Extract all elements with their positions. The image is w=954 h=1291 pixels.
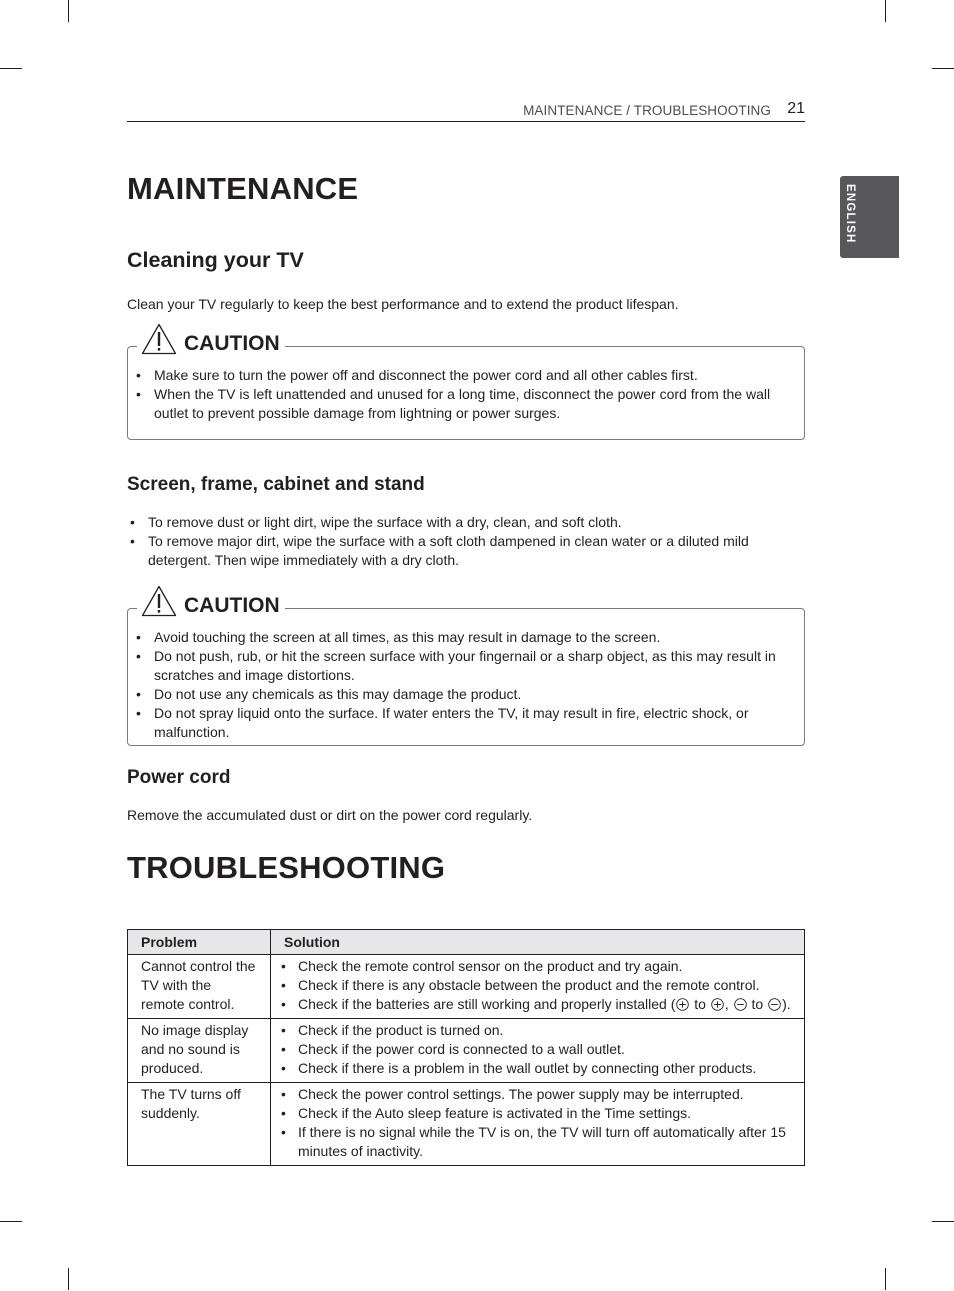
warning-icon xyxy=(141,585,177,617)
crop-mark xyxy=(932,68,954,69)
header-section-title: MAINTENANCE / TROUBLESHOOTING xyxy=(523,103,771,118)
list-item: • When the TV is left unattended and unused for a long time, disconnect the power cord from the wall outlet to prevent possible damage from lightning or power surges. xyxy=(128,385,788,423)
battery-note-to: to xyxy=(694,996,706,1012)
list-item: • Make sure to turn the power off and disconnect the power cord and all other cables first. xyxy=(128,366,788,385)
problem-cell: No image display and no sound is produced. xyxy=(128,1019,271,1083)
battery-note-end: ). xyxy=(782,996,791,1012)
solution-list xyxy=(275,1085,796,1161)
list-item: • Check if the product is turned on. xyxy=(275,1021,796,1040)
caution-header xyxy=(137,323,285,355)
minus-circle-icon xyxy=(734,998,747,1011)
solution-cell xyxy=(271,1083,805,1166)
language-tab-label: ENGLISH xyxy=(844,184,856,244)
list-item: • To remove dust or light dirt, wipe the surface with a dry, clean, and soft cloth. xyxy=(122,513,792,532)
minus-circle-icon xyxy=(768,998,781,1011)
list-item: • To remove major dirt, wipe the surface with a soft cloth dampened in clean water or a diluted mild detergent. Then wipe immediately with a dry cloth. xyxy=(122,532,792,570)
crop-mark xyxy=(885,1268,886,1290)
cleaning-heading: Cleaning your TV xyxy=(127,248,304,272)
list-item: • Check if there is a problem in the wall outlet by connecting other products. xyxy=(275,1059,796,1078)
power-cord-text: Remove the accumulated dust or dirt on the power cord regularly. xyxy=(127,807,533,823)
crop-mark xyxy=(68,0,69,22)
caution-list xyxy=(128,366,788,423)
list-item: • Do not push, rub, or hit the screen surface with your fingernail or a sharp object, as this may result in scratches and image distortions. xyxy=(128,647,793,685)
caution-header xyxy=(137,585,285,617)
caution-box-cleaning xyxy=(127,332,805,440)
list-item: • Check the power control settings. The power supply may be interrupted. xyxy=(275,1085,796,1104)
power-cord-heading: Power cord xyxy=(127,767,231,788)
crop-mark xyxy=(885,0,886,22)
list-item: • Check the remote control sensor on the product and try again. xyxy=(275,957,796,976)
screen-heading: Screen, frame, cabinet and stand xyxy=(127,474,425,495)
column-header-problem: Problem xyxy=(128,930,271,955)
running-header xyxy=(127,100,805,122)
solution-cell xyxy=(271,1019,805,1083)
language-tab xyxy=(840,176,899,258)
warning-icon xyxy=(141,323,177,355)
maintenance-title: MAINTENANCE xyxy=(127,171,359,206)
list-item: • Avoid touching the screen at all times, as this may result in damage to the screen. xyxy=(128,628,793,647)
solution-cell xyxy=(271,955,805,1019)
page-number: 21 xyxy=(787,100,805,117)
battery-note-text: Check if the batteries are still working and properly installed ( xyxy=(298,996,676,1012)
list-item: • If there is no signal while the TV is on, the TV will turn off automatically after 15 minutes of inactivity. xyxy=(275,1123,796,1161)
caution-box-screen xyxy=(127,594,805,746)
plus-circle-icon xyxy=(676,998,689,1011)
column-header-solution: Solution xyxy=(271,930,805,955)
crop-mark xyxy=(0,1221,22,1222)
screen-cleaning-list xyxy=(122,513,792,570)
list-item: • Check if the power cord is connected to a wall outlet. xyxy=(275,1040,796,1059)
crop-mark xyxy=(932,1221,954,1222)
troubleshooting-title: TROUBLESHOOTING xyxy=(127,850,446,885)
battery-note-to: to xyxy=(751,996,764,1012)
list-item: • Do not spray liquid onto the surface. If water enters the TV, it may result in fire, electric shock, or malfunction. xyxy=(128,704,793,742)
list-item: • Check if there is any obstacle between the product and the remote control. xyxy=(275,976,796,995)
crop-mark xyxy=(68,1268,69,1290)
battery-note-separator: , xyxy=(724,996,729,1012)
table-row xyxy=(128,1019,805,1083)
plus-circle-icon xyxy=(711,998,724,1011)
list-item: • Do not use any chemicals as this may damage the product. xyxy=(128,685,793,704)
caution-list xyxy=(128,628,793,742)
caution-label: CAUTION xyxy=(184,332,280,355)
list-item: • Check if the Auto sleep feature is activated in the Time settings. xyxy=(275,1104,796,1123)
table-header-row xyxy=(128,930,805,955)
cleaning-intro: Clean your TV regularly to keep the best performance and to extend the product lifespan. xyxy=(127,296,679,312)
table-row xyxy=(128,1083,805,1166)
problem-cell: The TV turns off suddenly. xyxy=(128,1083,271,1166)
solution-list xyxy=(275,957,796,1014)
list-item xyxy=(275,995,796,1014)
crop-mark xyxy=(0,68,22,69)
solution-list xyxy=(275,1021,796,1078)
table-row xyxy=(128,955,805,1019)
troubleshooting-table xyxy=(127,929,805,1166)
problem-cell: Cannot control the TV with the remote control. xyxy=(128,955,271,1019)
caution-label: CAUTION xyxy=(184,594,280,617)
